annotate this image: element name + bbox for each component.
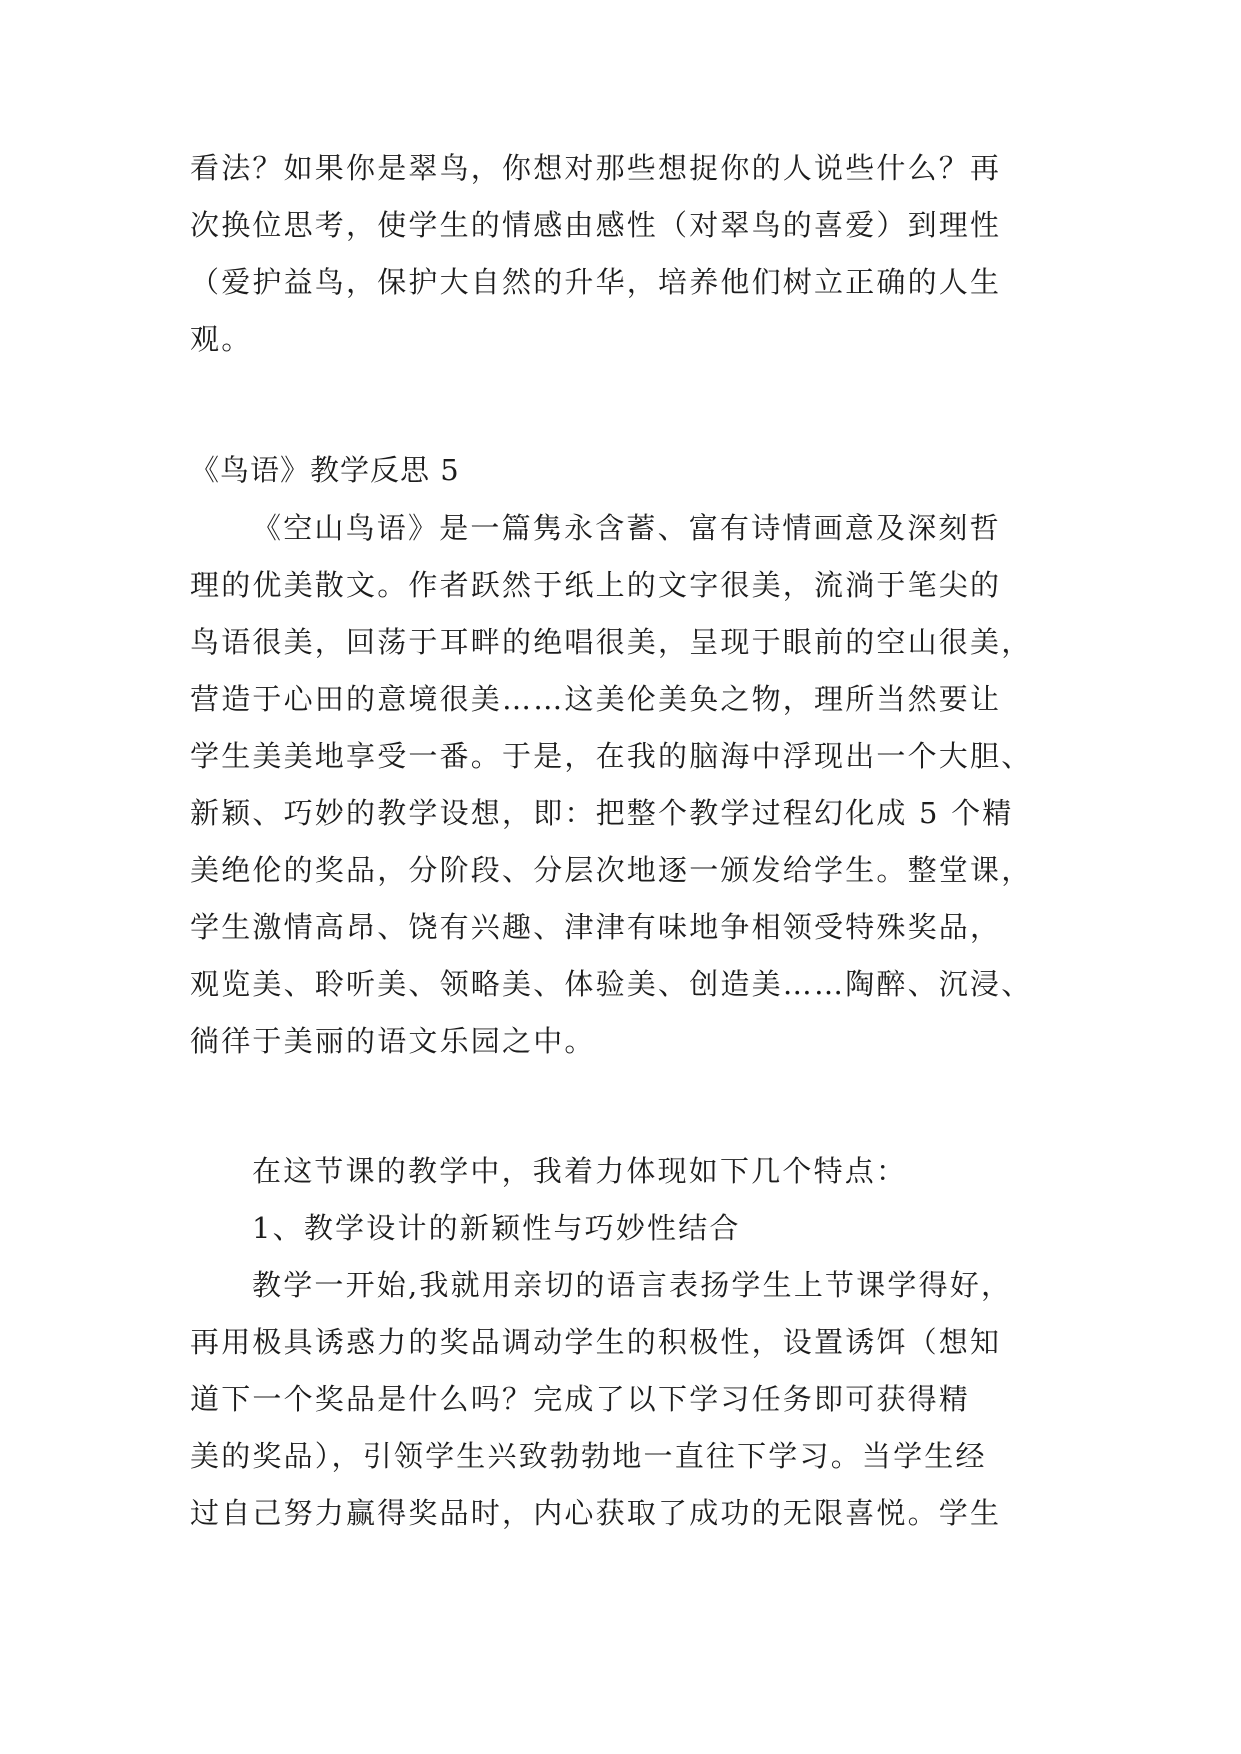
intro-line-4: 观。 [190, 322, 253, 356]
intro-line-1: 看法？如果你是翠鸟，你想对那些想捉你的人说些什么？再 [190, 151, 1002, 185]
paragraph-1-line-3: 鸟语很美，回荡于耳畔的绝唱很美，呈现于眼前的空山很美， [190, 625, 1033, 659]
paragraph-2-line-1: 教学一开始,我就用亲切的语言表扬学生上节课学得好， [252, 1268, 1013, 1302]
paragraph-1-line-5: 学生美美地享受一番。于是，在我的脑海中浮现出一个大胆、 [190, 739, 1033, 773]
feature-1-title: 1、教学设计的新颖性与巧妙性结合 [252, 1211, 741, 1245]
paragraph-1-line-9: 观览美、聆听美、领略美、体验美、创造美……陶醉、沉浸、 [190, 967, 1033, 1001]
paragraph-1-line-10: 徜徉于美丽的语文乐园之中。 [190, 1024, 596, 1058]
paragraph-2-line-5: 过自己努力赢得奖品时，内心获取了成功的无限喜悦。学生 [190, 1496, 1002, 1530]
paragraph-1-line-4: 营造于心田的意境很美……这美伦美奂之物，理所当然要让 [190, 682, 1002, 716]
paragraph-1-line-1: 《空山鸟语》是一篇隽永含蓄、富有诗情画意及深刻哲 [252, 511, 1001, 545]
features-intro: 在这节课的教学中，我着力体现如下几个特点： [252, 1154, 908, 1188]
paragraph-1-line-7: 美绝伦的奖品，分阶段、分层次地逐一颁发给学生。整堂课， [190, 853, 1033, 887]
section-title: 《鸟语》教学反思 5 [190, 453, 460, 487]
paragraph-1-line-2: 理的优美散文。作者跃然于纸上的文字很美，流淌于笔尖的 [190, 568, 1002, 602]
paragraph-2-line-3: 道下一个奖品是什么吗？完成了以下学习任务即可获得精 [190, 1382, 971, 1416]
intro-line-2: 次换位思考，使学生的情感由感性（对翠鸟的喜爱）到理性 [190, 208, 1002, 242]
paragraph-2-line-4: 美的奖品），引领学生兴致勃勃地一直往下学习。当学生经 [190, 1439, 987, 1473]
intro-line-3: （爱护益鸟，保护大自然的升华，培养他们树立正确的人生 [190, 265, 1002, 299]
paragraph-2-line-2: 再用极具诱惑力的奖品调动学生的积极性，设置诱饵（想知 [190, 1325, 1002, 1359]
paragraph-1-line-8: 学生激情高昂、饶有兴趣、津津有味地争相领受特殊奖品， [190, 910, 1002, 944]
paragraph-1-line-6: 新颖、巧妙的教学设想，即：把整个教学过程幻化成 5 个精 [190, 796, 1014, 830]
